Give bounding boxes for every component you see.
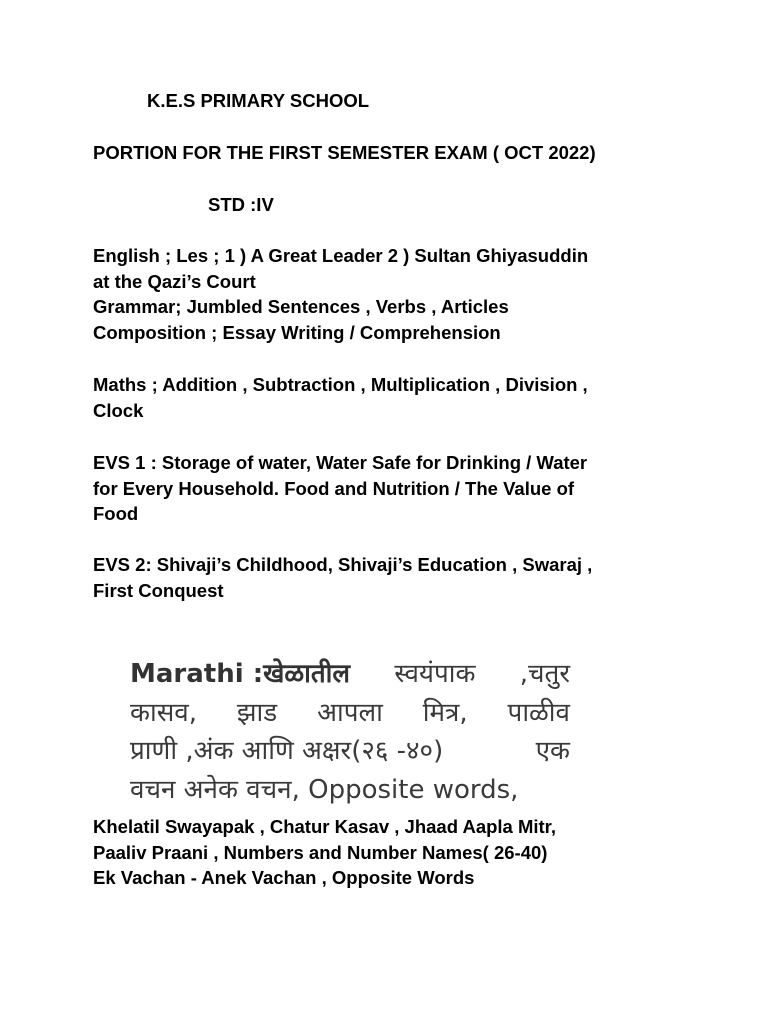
- standard-label: STD :IV: [208, 194, 274, 215]
- marathi-row: [130, 655, 570, 694]
- marathi-word: वचन अनेक वचन, Opposite words,: [130, 774, 519, 805]
- evs2-line: First Conquest: [93, 579, 224, 601]
- marathi-word: Marathi :खेळातील: [130, 659, 351, 689]
- translation-line: Paaliv Praani , Numbers and Number Names( 26-40): [93, 841, 548, 863]
- evs1-line: EVS 1 : Storage of water, Water Safe for Drinking / Water: [93, 452, 588, 473]
- marathi-word: आपला: [317, 697, 383, 728]
- marathi-row: [130, 694, 570, 733]
- marathi-word: स्वयंपाक: [394, 659, 476, 689]
- school-name: K.E.S PRIMARY SCHOOL: [147, 90, 370, 111]
- maths-section: [93, 372, 663, 423]
- evs2-line: EVS 2: Shivaji’s Childhood, Shivaji’s Education , Swaraj ,: [93, 554, 593, 575]
- marathi-word: झाड: [236, 697, 278, 728]
- marathi-word: मित्र,: [422, 697, 468, 728]
- translation-line: Khelatil Swayapak , Chatur Kasav , Jhaad Aapla Mitr,: [93, 816, 557, 837]
- marathi-translation-section: [93, 814, 663, 891]
- evs1-line: Food: [93, 503, 139, 525]
- marathi-section-image: [130, 655, 570, 809]
- maths-line: Clock: [93, 399, 144, 421]
- maths-line: Maths ; Addition , Subtraction , Multiplication , Division ,: [93, 374, 588, 395]
- marathi-word: ,चतुर: [519, 659, 570, 689]
- marathi-word: एक: [535, 736, 570, 766]
- marathi-row: [130, 771, 570, 810]
- marathi-word: कासव,: [130, 697, 197, 728]
- english-line: at the Qazi’s Court: [93, 270, 256, 292]
- english-line: English ; Les ; 1 ) A Great Leader 2 ) Sultan Ghiyasuddin: [93, 245, 589, 266]
- evs1-line: for Every Household. Food and Nutrition / The Value of: [93, 477, 575, 499]
- composition-line: Composition ; Essay Writing / Comprehension: [93, 322, 501, 344]
- marathi-row: [130, 732, 570, 771]
- translation-line: Ek Vachan - Anek Vachan , Opposite Words: [93, 867, 475, 889]
- marathi-word: प्राणी ,अंक आणि अक्षर(२६ -४०): [130, 736, 444, 766]
- english-section: [93, 243, 663, 346]
- exam-title: PORTION FOR THE FIRST SEMESTER EXAM ( OCT 2022): [93, 142, 596, 163]
- evs2-section: [93, 552, 663, 603]
- evs1-section: [93, 450, 663, 527]
- marathi-word: पाळीव: [507, 697, 570, 728]
- grammar-line: Grammar; Jumbled Sentences , Verbs , Articles: [93, 296, 509, 318]
